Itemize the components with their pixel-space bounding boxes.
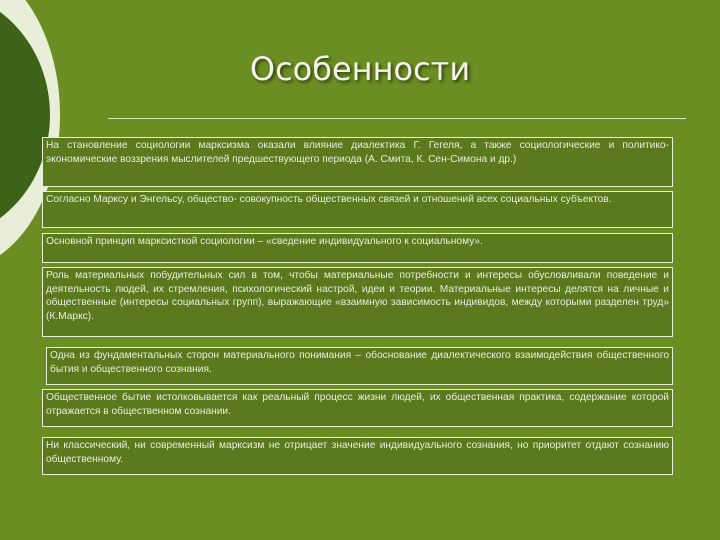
title-divider [108, 118, 686, 119]
text-box-material-forces: Роль материальных побудительных сил в том, чтобы материальные потребности и интересы обусловливали поведение и деятельность людей, их стремления, психологический настрой, идеи и теории. Материальные интересы делятся на личные и общественные (интересы социальных групп), выражающие «взаимную зависимость индивидов, между которыми разделен труд» (К.Маркс). [42, 267, 673, 337]
text-box-social-being: Общественное бытие истолковывается как реальный процесс жизни людей, их общественная практика, содержание которой отражается в общественном сознании. [42, 389, 673, 427]
slide-title: Особенности [249, 50, 471, 88]
text-box-dialectical-interaction: Одна из фундаментальных сторон материального понимания – обоснование диалектического взаимодействия общественного бытия и общественного сознания. [46, 347, 673, 385]
text-box-main-principle: Основной принцип марксисткой социологии – «сведение индивидуального к социальному». [42, 233, 673, 263]
text-box-individual-consciousness: Ни классический, ни современный марксизм не отрицает значение индивидуального сознания, но приоритет отдают сознанию общественному. [42, 437, 673, 475]
text-box-influences: На становление социологии марксизма оказали влияние диалектика Г. Гегеля, а также социологические и политико-экономические воззрения мыслителей предшествующего периода (А. Смита, К. Сен-Симона и др.) [42, 137, 673, 187]
text-box-society-definition: Согласно Марксу и Энгельсу, общество- совокупность общественных связей и отношений всех социальных субъектов. [42, 191, 673, 228]
